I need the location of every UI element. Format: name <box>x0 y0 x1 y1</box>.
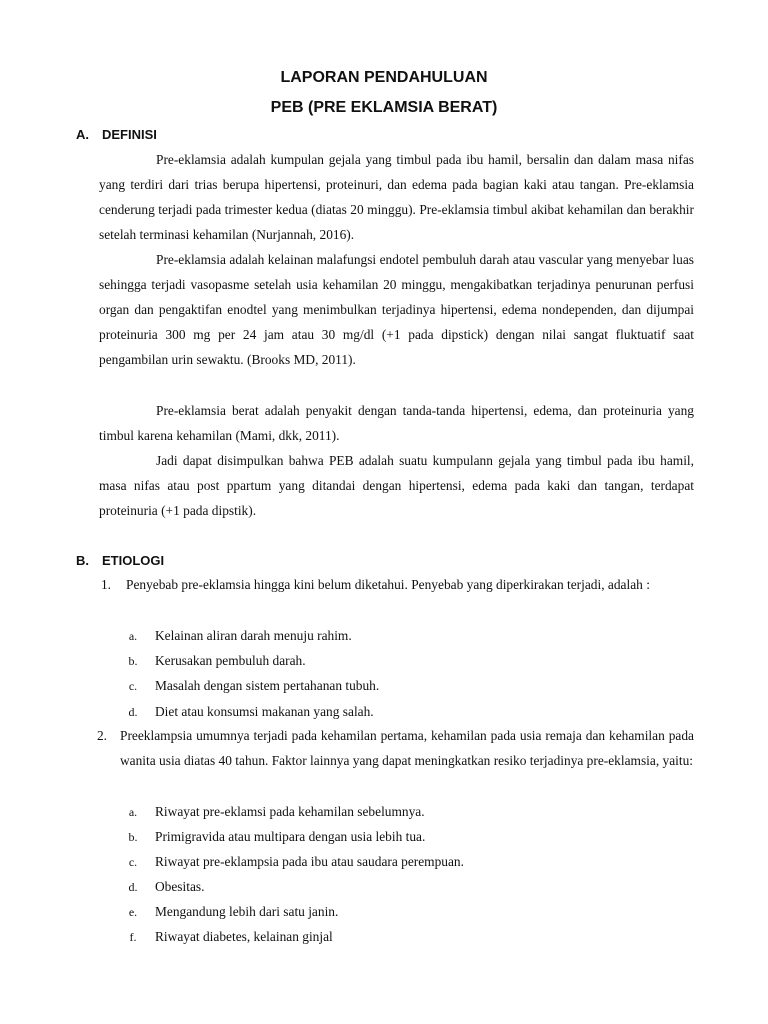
sub-item-letter: a. <box>128 629 138 643</box>
sub-item-text: Riwayat diabetes, kelainan ginjal <box>155 929 333 944</box>
document-title-line-2: PEB (PRE EKLAMSIA BERAT) <box>270 99 498 116</box>
sub-item-text: Kerusakan pembuluh darah. <box>155 653 306 668</box>
sub-item-letter: e. <box>128 905 138 919</box>
document-title-line-1: LAPORAN PENDAHULUAN <box>280 69 488 86</box>
section-b-title: ETIOLOGI <box>102 553 165 568</box>
sub-item-text: Obesitas. <box>155 879 205 894</box>
sub-item-letter: d. <box>128 705 138 719</box>
etiology-item-number: 2. <box>96 728 107 743</box>
sub-item-letter: c. <box>128 855 138 869</box>
section-a-heading <box>76 127 157 143</box>
sub-item-letter: c. <box>128 679 138 693</box>
sub-item-letter: b. <box>128 654 138 668</box>
sub-item-text: Riwayat pre-eklampsia pada ibu atau saudara perempuan. <box>155 854 464 869</box>
section-b-letter: B. <box>76 553 89 568</box>
sub-item-text: Kelainan aliran darah menuju rahim. <box>155 628 352 643</box>
sub-item-letter: a. <box>128 805 138 819</box>
etiology-item-number: 1. <box>100 577 111 592</box>
definition-paragraph: Pre-eklamsia adalah kelainan malafungsi endotel pembuluh darah atau vascular yang menyebar luas sehingga terjadi vasopasme setelah usia kehamilan 20 minggu, mengakibatkan terjadinya penurunan perfusi organ dan pengaktifan enodtel yang menimbulkan terjadinya hipertensi, edema nondependen, dan dijumpai proteinuria 300 mg per 24 jam atau 30 mg/dl (+1 pada dipstick) dengan nilai sangat fluktuatif saat pengambilan urin sewaktu. (Brooks MD, 2011). <box>99 252 694 367</box>
sub-item-text: Masalah dengan sistem pertahanan tubuh. <box>155 678 380 693</box>
sub-item-text: Mengandung lebih dari satu janin. <box>155 904 339 919</box>
etiology-item-text: Preeklampsia umumnya terjadi pada kehamilan pertama, kehamilan pada usia remaja dan kehamilan pada wanita usia diatas 40 tahun. Faktor lainnya yang dapat meningkatkan resiko terjadinya pre-eklamsia, yaitu: <box>120 728 694 768</box>
section-a-title: DEFINISI <box>102 127 157 142</box>
definition-paragraph: Pre-eklamsia adalah kumpulan gejala yang timbul pada ibu hamil, bersalin dan dalam masa nifas yang terdiri dari trias berupa hipertensi, proteinuri, dan edema pada bagian kaki atau tangan. Pre-eklamsia cenderung terjadi pada trimester kedua (diatas 20 minggu). Pre-eklamsia timbul akibat kehamilan dan berakhir setelah terminasi kehamilan (Nurjannah, 2016). <box>99 152 694 242</box>
sub-item-letter: f. <box>129 930 137 944</box>
sub-item-text: Primigravida atau multipara dengan usia lebih tua. <box>155 829 426 844</box>
definition-paragraph: Jadi dapat disimpulkan bahwa PEB adalah suatu kumpulann gejala yang timbul pada ibu hamil, masa nifas atau post ppartum yang ditandai dengan hipertensi, edema pada kaki dan tangan, terdapat proteinuria (+1 pada dipstik). <box>99 453 694 518</box>
etiology-item-text: Penyebab pre-eklamsia hingga kini belum diketahui. Penyebab yang diperkirakan terjadi, adalah : <box>126 577 650 592</box>
sub-item-letter: d. <box>128 880 138 894</box>
section-b-heading <box>76 553 164 569</box>
sub-item-text: Riwayat pre-eklamsi pada kehamilan sebelumnya. <box>155 804 425 819</box>
sub-item-letter: b. <box>128 830 138 844</box>
section-a-letter: A. <box>76 127 89 142</box>
sub-item-text: Diet atau konsumsi makanan yang salah. <box>155 704 374 719</box>
definition-paragraph: Pre-eklamsia berat adalah penyakit dengan tanda-tanda hipertensi, edema, dan proteinuria yang timbul karena kehamilan (Mami, dkk, 2011). <box>99 403 694 443</box>
